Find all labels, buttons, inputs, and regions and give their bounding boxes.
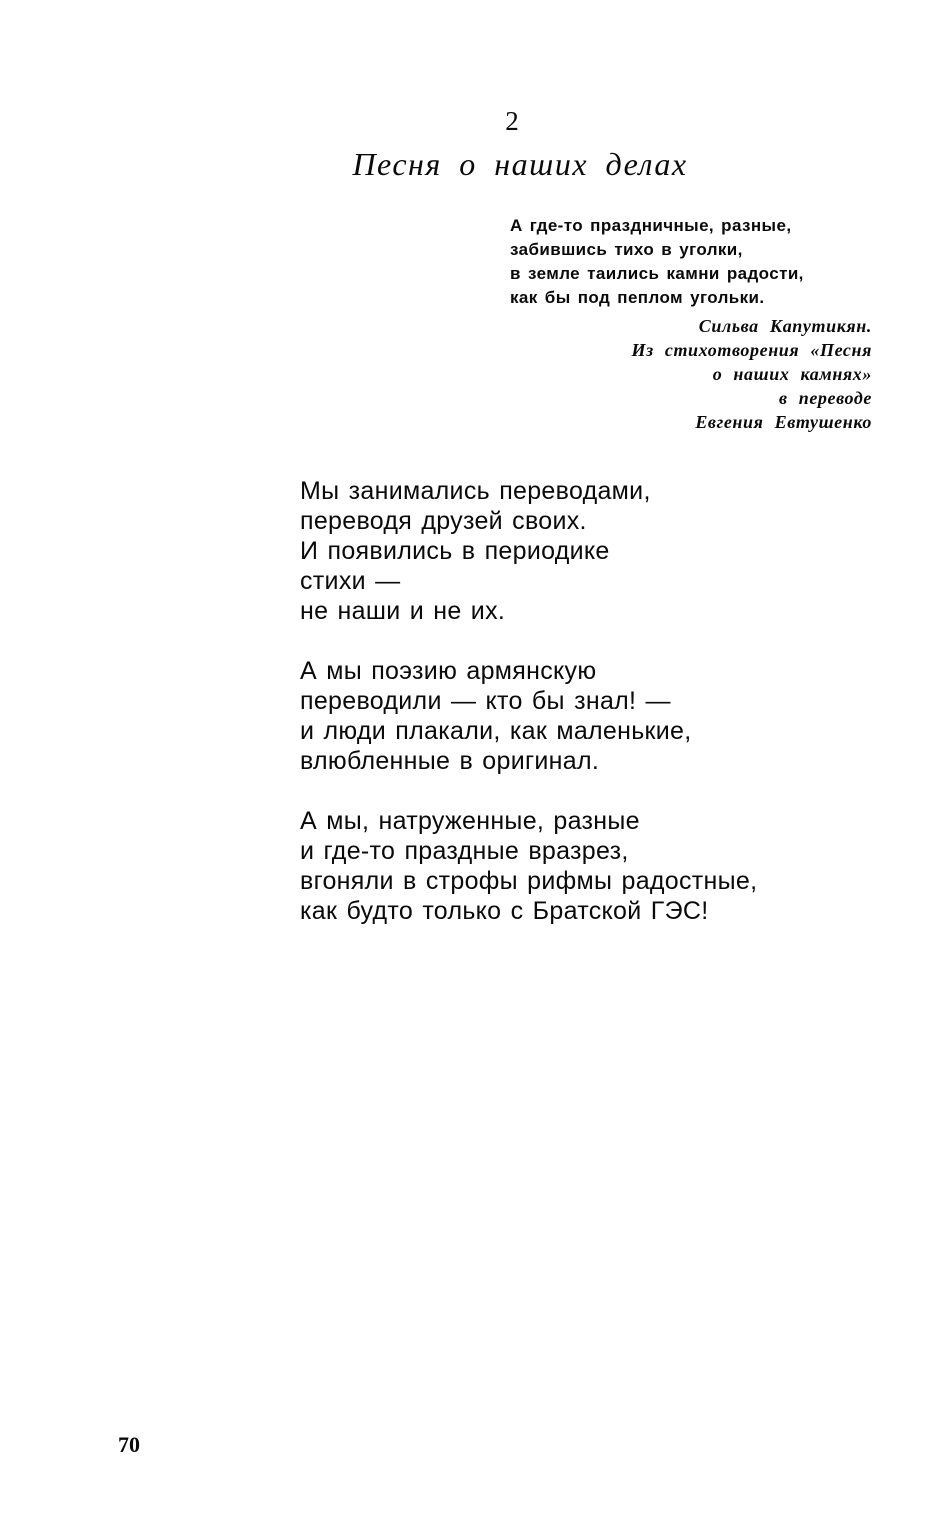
poem-line: не наши и не их.	[300, 597, 506, 625]
poem-body	[300, 476, 900, 956]
poem-line: И появились в периодике	[300, 537, 610, 565]
poem-line: Мы занимались переводами,	[300, 477, 651, 505]
attribution-line: Евгения Евтушенко	[695, 412, 872, 432]
epigraph-line: А где-то праздничные, разные,	[510, 216, 792, 235]
poem-line: А мы поэзию армянскую	[300, 657, 597, 685]
poem-line: переводили — кто бы знал! —	[300, 687, 671, 715]
poem-line: вгоняли в строфы рифмы радостные,	[300, 867, 758, 895]
stanza	[300, 476, 900, 626]
poem-line: влюбленные в оригинал.	[300, 747, 600, 775]
poem-line: переводя друзей своих.	[300, 507, 587, 535]
poem-line: и где-то праздные вразрез,	[300, 837, 629, 865]
attribution-line: Сильва Капутикян.	[698, 316, 872, 336]
section-number: 2	[505, 106, 519, 136]
poem-line: А мы, натруженные, разные	[300, 807, 640, 835]
poem-line: как будто только с Братской ГЭС!	[300, 897, 709, 925]
poem-line: и люди плакали, как маленькие,	[300, 717, 692, 745]
page-number: 70	[118, 1432, 140, 1457]
attribution-line: в переводе	[778, 388, 872, 408]
stanza	[300, 806, 900, 926]
poem-title: Песня о наших делах	[352, 146, 688, 182]
attribution-line: Из стихотворения «Песня	[631, 340, 872, 360]
poem-line: стихи —	[300, 567, 401, 595]
epigraph-attribution	[520, 314, 872, 434]
epigraph-line: как бы под пеплом угольки.	[510, 288, 765, 307]
epigraph-line: в земле таились камни радости,	[510, 264, 804, 283]
epigraph	[510, 214, 880, 310]
attribution-line: о наших камнях»	[712, 364, 872, 384]
stanza	[300, 656, 900, 776]
epigraph-line: забившись тихо в уголки,	[510, 240, 743, 259]
